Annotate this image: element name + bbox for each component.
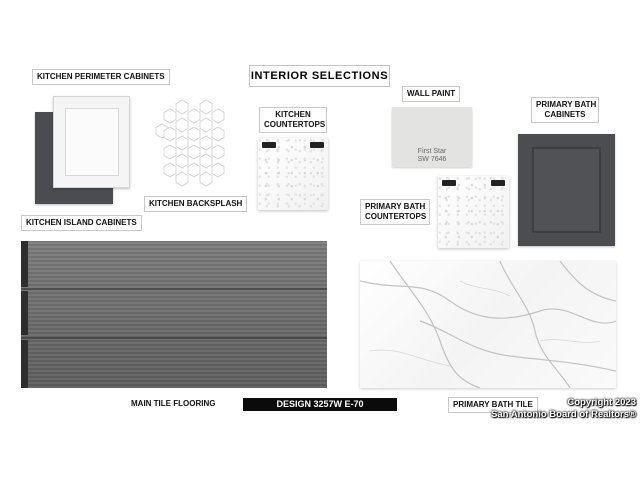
label-kitchen-perimeter-cabinets: KITCHEN PERIMETER CABINETS [32,69,170,85]
label-primary-bath-tile: PRIMARY BATH TILE [448,397,538,413]
plank-seam [21,337,327,339]
brand-tag-icon [310,142,324,148]
copyright-line1: Copyright 2023 [567,397,636,408]
design-code: DESIGN 3257W E-70 [243,398,397,411]
label-wall-paint: WALL PAINT [402,86,460,102]
label-primary-bath-cabinets-line2: CABINETS [544,110,586,119]
label-primary-bath-countertops [360,199,430,225]
wall-paint-swatch [392,107,472,167]
copyright-watermark [491,397,636,421]
kitchen-perimeter-cabinet-swatch [53,96,130,188]
label-primary-bath-cabinets [531,97,599,123]
copyright-line2: San Antonio Board of Realtors® [491,409,636,420]
primary-bath-cabinet-swatch [518,134,615,246]
kitchen-countertop-swatch [258,138,328,210]
plank-edge [21,241,28,287]
label-kitchen-countertops [259,107,327,133]
label-kitchen-countertops-line1: KITCHEN [275,110,311,119]
primary-bath-countertop-swatch [438,176,509,248]
label-kitchen-countertops-line2: COUNTERTOPS [264,120,326,129]
brand-tag-icon [262,142,276,148]
page-title: INTERIOR SELECTIONS [249,65,390,87]
primary-bath-tile-swatch [360,261,616,388]
plank-edge [21,340,28,388]
plank-seam [21,288,327,290]
label-primary-bath-countertops-line1: PRIMARY BATH [365,202,426,211]
brand-tag-icon [442,180,456,186]
label-primary-bath-countertops-line2: COUNTERTOPS [365,212,427,221]
main-tile-flooring-swatch [21,241,327,388]
paint-code: SW 7646 [417,156,447,163]
label-kitchen-island-cabinets: KITCHEN ISLAND CABINETS [21,215,142,231]
brand-tag-icon [491,180,505,186]
label-kitchen-backsplash: KITCHEN BACKSPLASH [144,196,247,212]
kitchen-backsplash-swatch [154,98,234,190]
marble-veining [360,261,616,388]
label-main-tile-flooring: MAIN TILE FLOORING [127,397,219,411]
plank-edge [21,291,28,335]
paint-name: First Star [417,148,447,155]
label-primary-bath-cabinets-line1: PRIMARY BATH [536,100,597,109]
